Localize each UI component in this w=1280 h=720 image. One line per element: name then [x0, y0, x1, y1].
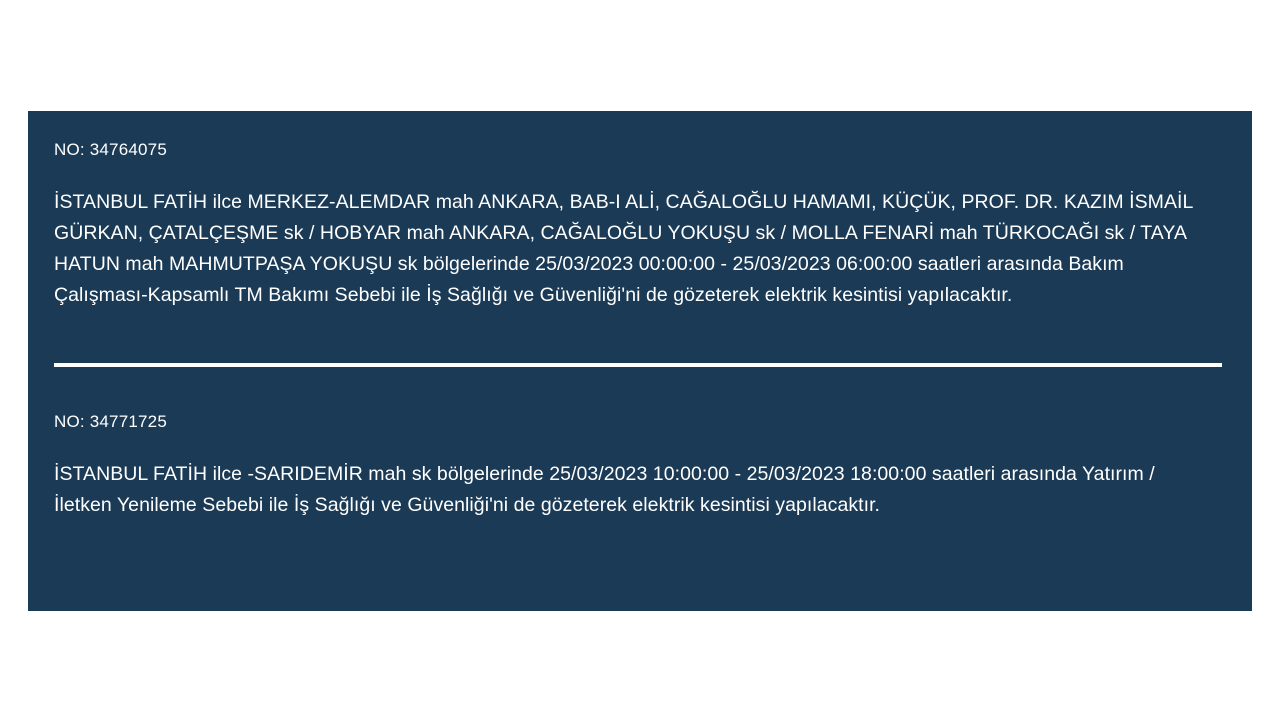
notice-body-text: İSTANBUL FATİH ilce MERKEZ-ALEMDAR mah ANKARA, BAB-I ALİ, CAĞALOĞLU HAMAMI, KÜÇÜK, PROF. DR. KAZIM İSMAİL GÜRKAN, ÇATALÇEŞME sk / HOBYAR mah ANKARA, CAĞALOĞLU YOKUŞU sk / MOLLA FENARİ mah TÜRKOCAĞI sk / TAYA HATUN mah MAHMUTPAŞA YOKUŞU sk bölgelerinde 25/03/2023 00:00:00 - 25/03/2023 06:00:00 saatleri arasında Bakım Çalışması-Kapsamlı TM Bakımı Sebebi ile İş Sağlığı ve Güvenliği'ni de gözeterek elektrik kesintisi yapılacaktır. — [54, 191, 1193, 306]
notice-number: NO: 34771725 — [54, 412, 167, 431]
notice-number: NO: 34764075 — [54, 140, 167, 159]
outage-notice-item — [54, 139, 1226, 311]
section-divider — [54, 363, 1222, 367]
outage-notice-panel — [28, 111, 1252, 611]
outage-notice-item — [54, 411, 1226, 521]
notice-body-text: İSTANBUL FATİH ilce -SARIDEMİR mah sk bölgelerinde 25/03/2023 10:00:00 - 25/03/2023 18:00:00 saatleri arasında Yatırım / İletken Yenileme Sebebi ile İş Sağlığı ve Güvenliği'ni de gözeterek elektrik kesintisi yapılacaktır. — [54, 463, 1155, 516]
